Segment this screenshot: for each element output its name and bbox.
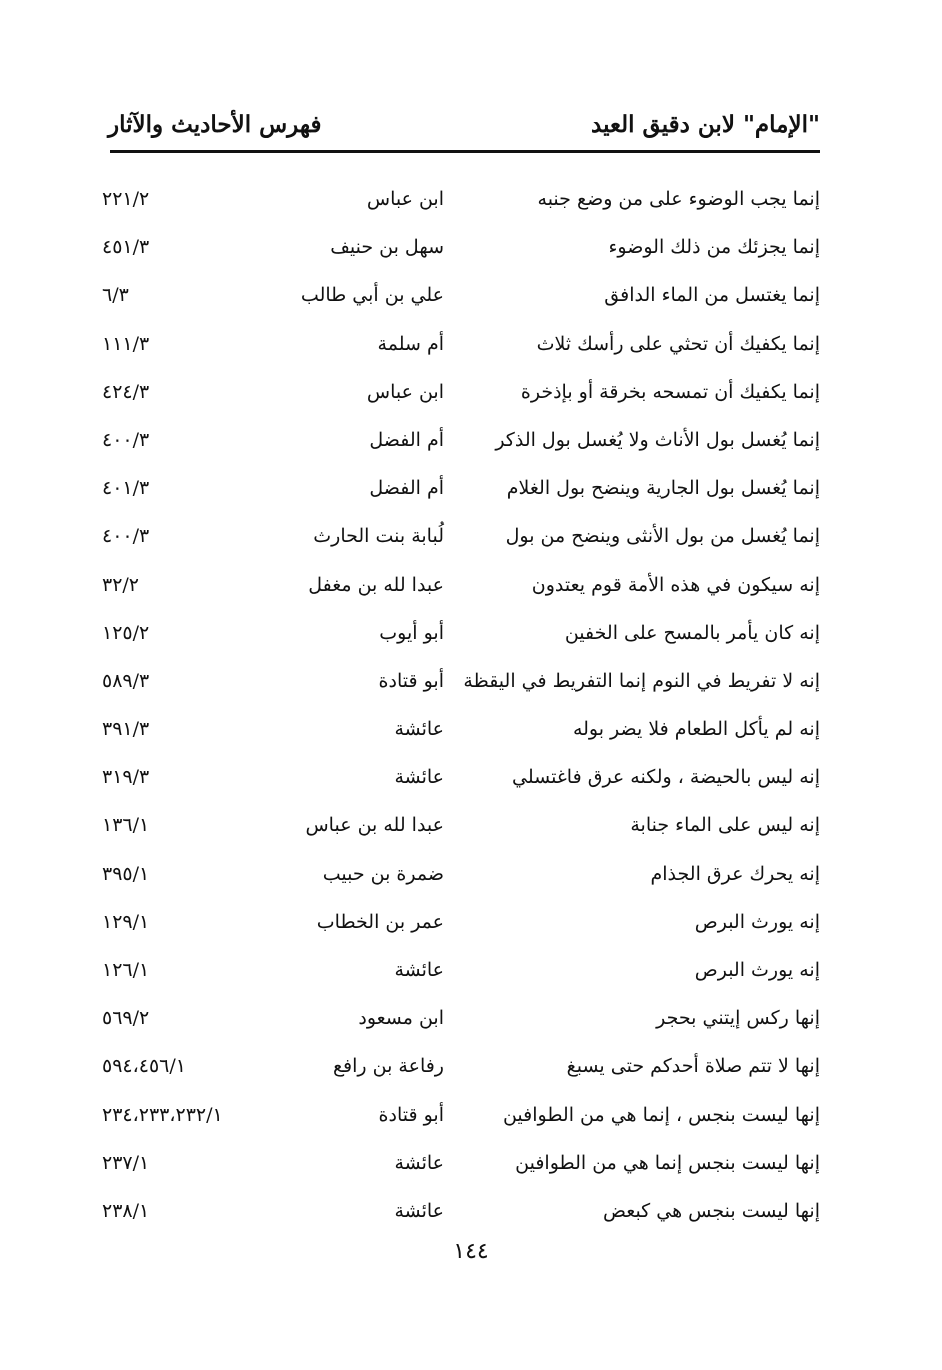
volume-page-ref: ٢٣٤،٢٣٣،٢٣٢/١ [102, 1103, 223, 1126]
table-row [0, 705, 942, 753]
page-number: ١٤٤ [453, 1239, 489, 1264]
table-row [0, 753, 942, 801]
table-row [0, 223, 942, 271]
volume-page-ref: ٦/٣ [102, 284, 129, 307]
hadith-text: إنما يكفيك أن تحثي على رأسك ثلاث [536, 332, 820, 355]
table-row [0, 512, 942, 560]
hadith-text: إنه ليس على الماء جنابة [630, 814, 820, 837]
volume-page-ref: ١٢٥/٢ [102, 621, 150, 644]
hadith-text: إنه سيكون في هذه الأمة قوم يعتدون [531, 573, 820, 596]
hadith-text: إنها ركس إيتني بحجر [656, 1007, 820, 1030]
hadith-text: إنها لا تتم صلاة أحدكم حتى يسبغ [566, 1055, 820, 1078]
table-row [0, 1091, 942, 1139]
volume-page-ref: ٤٠٠/٣ [102, 428, 150, 451]
table-row [0, 994, 942, 1042]
narrator-name: أبو قتادة [378, 1103, 444, 1126]
hadith-index-table [0, 175, 942, 1235]
narrator-name: رفاعة بن رافع [332, 1055, 444, 1078]
narrator-name: عائشة [394, 766, 444, 789]
narrator-name: عائشة [394, 1199, 444, 1222]
narrator-name: أبو قتادة [378, 669, 444, 692]
volume-page-ref: ٥٨٩/٣ [102, 669, 150, 692]
hadith-text: إنما يجزئك من ذلك الوضوء [608, 236, 820, 259]
header-rule [110, 150, 820, 153]
narrator-name: عبدا لله بن عباس [305, 814, 444, 837]
narrator-name: عائشة [394, 718, 444, 741]
table-row [0, 850, 942, 898]
table-row [0, 561, 942, 609]
hadith-text: إنه يورث البرص [694, 959, 820, 981]
volume-page-ref: ٤٠٠/٣ [102, 525, 150, 548]
volume-page-ref: ٤٥١/٣ [102, 236, 150, 259]
hadith-text: إنها ليست بنجس هي كبعض [603, 1199, 820, 1222]
volume-page-ref: ١٣٦/١ [102, 814, 150, 837]
narrator-name: أبو أيوب [379, 621, 444, 644]
volume-page-ref: ٢٣٧/١ [102, 1151, 150, 1174]
table-row [0, 898, 942, 946]
table-row [0, 1042, 942, 1090]
table-row [0, 271, 942, 319]
table-row [0, 416, 942, 464]
narrator-name: ابن عباس [366, 188, 444, 210]
hadith-text: إنه ليس بالحيضة ، ولكنه عرق فاغتسلي [512, 766, 820, 789]
volume-page-ref: ٣٩١/٣ [102, 718, 150, 741]
hadith-text: إنه كان يأمر بالمسح على الخفين [564, 621, 820, 644]
narrator-name: عمر بن الخطاب [316, 910, 444, 933]
volume-page-ref: ٢٢١/٢ [102, 188, 150, 210]
table-row [0, 464, 942, 512]
narrator-name: عائشة [394, 959, 444, 981]
volume-page-ref: ٣١٩/٣ [102, 766, 150, 789]
narrator-name: سهل بن حنيف [330, 236, 444, 259]
volume-page-ref: ٥٦٩/٢ [102, 1007, 150, 1030]
hadith-text: إنه لم يأكل الطعام فلا يضر بوله [572, 718, 820, 741]
volume-page-ref: ٥٩٤،٤٥٦/١ [102, 1055, 186, 1078]
hadith-text: إنها ليست بنجس إنما هي من الطوافين [515, 1151, 820, 1174]
hadith-text: إنما يُغسل بول الجارية وينضح بول الغلام [506, 477, 820, 500]
narrator-name: أم سلمة [377, 332, 444, 355]
table-row [0, 801, 942, 849]
page-header [108, 108, 820, 142]
hadith-text: إنها ليست بنجس ، إنما هي من الطوافين [502, 1103, 820, 1126]
hadith-text: إنما يُغسل بول الأناث ولا يُغسل بول الذكر [495, 428, 820, 451]
narrator-name: عبدا لله بن مغفل [308, 573, 444, 596]
volume-page-ref: ١٢٩/١ [102, 910, 150, 933]
table-row [0, 320, 942, 368]
volume-page-ref: ٣٢/٢ [102, 573, 140, 596]
narrator-name: علي بن أبي طالب [300, 284, 444, 307]
section-title: فهرس الأحاديث والآثار [108, 111, 322, 138]
volume-page-ref: ١١١/٣ [102, 332, 150, 355]
narrator-name: لُبابة بنت الحارث [313, 525, 444, 548]
table-row [0, 657, 942, 705]
volume-page-ref: ٤٢٤/٣ [102, 380, 150, 403]
hadith-text: إنه يحرك عرق الجذام [650, 862, 820, 885]
hadith-text: إنما يُغسل من بول الأنثى وينضح من بول [505, 525, 820, 548]
hadith-text: إنه يورث البرص [694, 910, 820, 933]
volume-page-ref: ٤٠١/٣ [102, 477, 150, 500]
hadith-text: إنه لا تفريط في النوم إنما التفريط في اليقظة [463, 669, 820, 692]
table-row [0, 946, 942, 994]
narrator-name: ابن عباس [366, 380, 444, 403]
table-row [0, 368, 942, 416]
table-row [0, 1139, 942, 1187]
volume-page-ref: ١٢٦/١ [102, 959, 150, 981]
hadith-text: إنما يكفيك أن تمسحه بخرقة أو بإذخرة [520, 380, 820, 403]
table-row [0, 1187, 942, 1235]
table-row [0, 175, 942, 223]
hadith-text: إنما يغتسل من الماء الدافق [604, 284, 820, 307]
narrator-name: عائشة [394, 1151, 444, 1174]
book-title: "الإمام" لابن دقيق العيد [591, 111, 820, 138]
narrator-name: ضمرة بن حبيب [322, 862, 444, 885]
hadith-text: إنما يجب الوضوء على من وضع جنبه [537, 188, 820, 210]
table-row [0, 609, 942, 657]
narrator-name: أم الفضل [369, 477, 444, 500]
narrator-name: أم الفضل [369, 428, 444, 451]
volume-page-ref: ٣٩٥/١ [102, 862, 150, 885]
narrator-name: ابن مسعود [358, 1007, 444, 1030]
volume-page-ref: ٢٣٨/١ [102, 1199, 150, 1222]
